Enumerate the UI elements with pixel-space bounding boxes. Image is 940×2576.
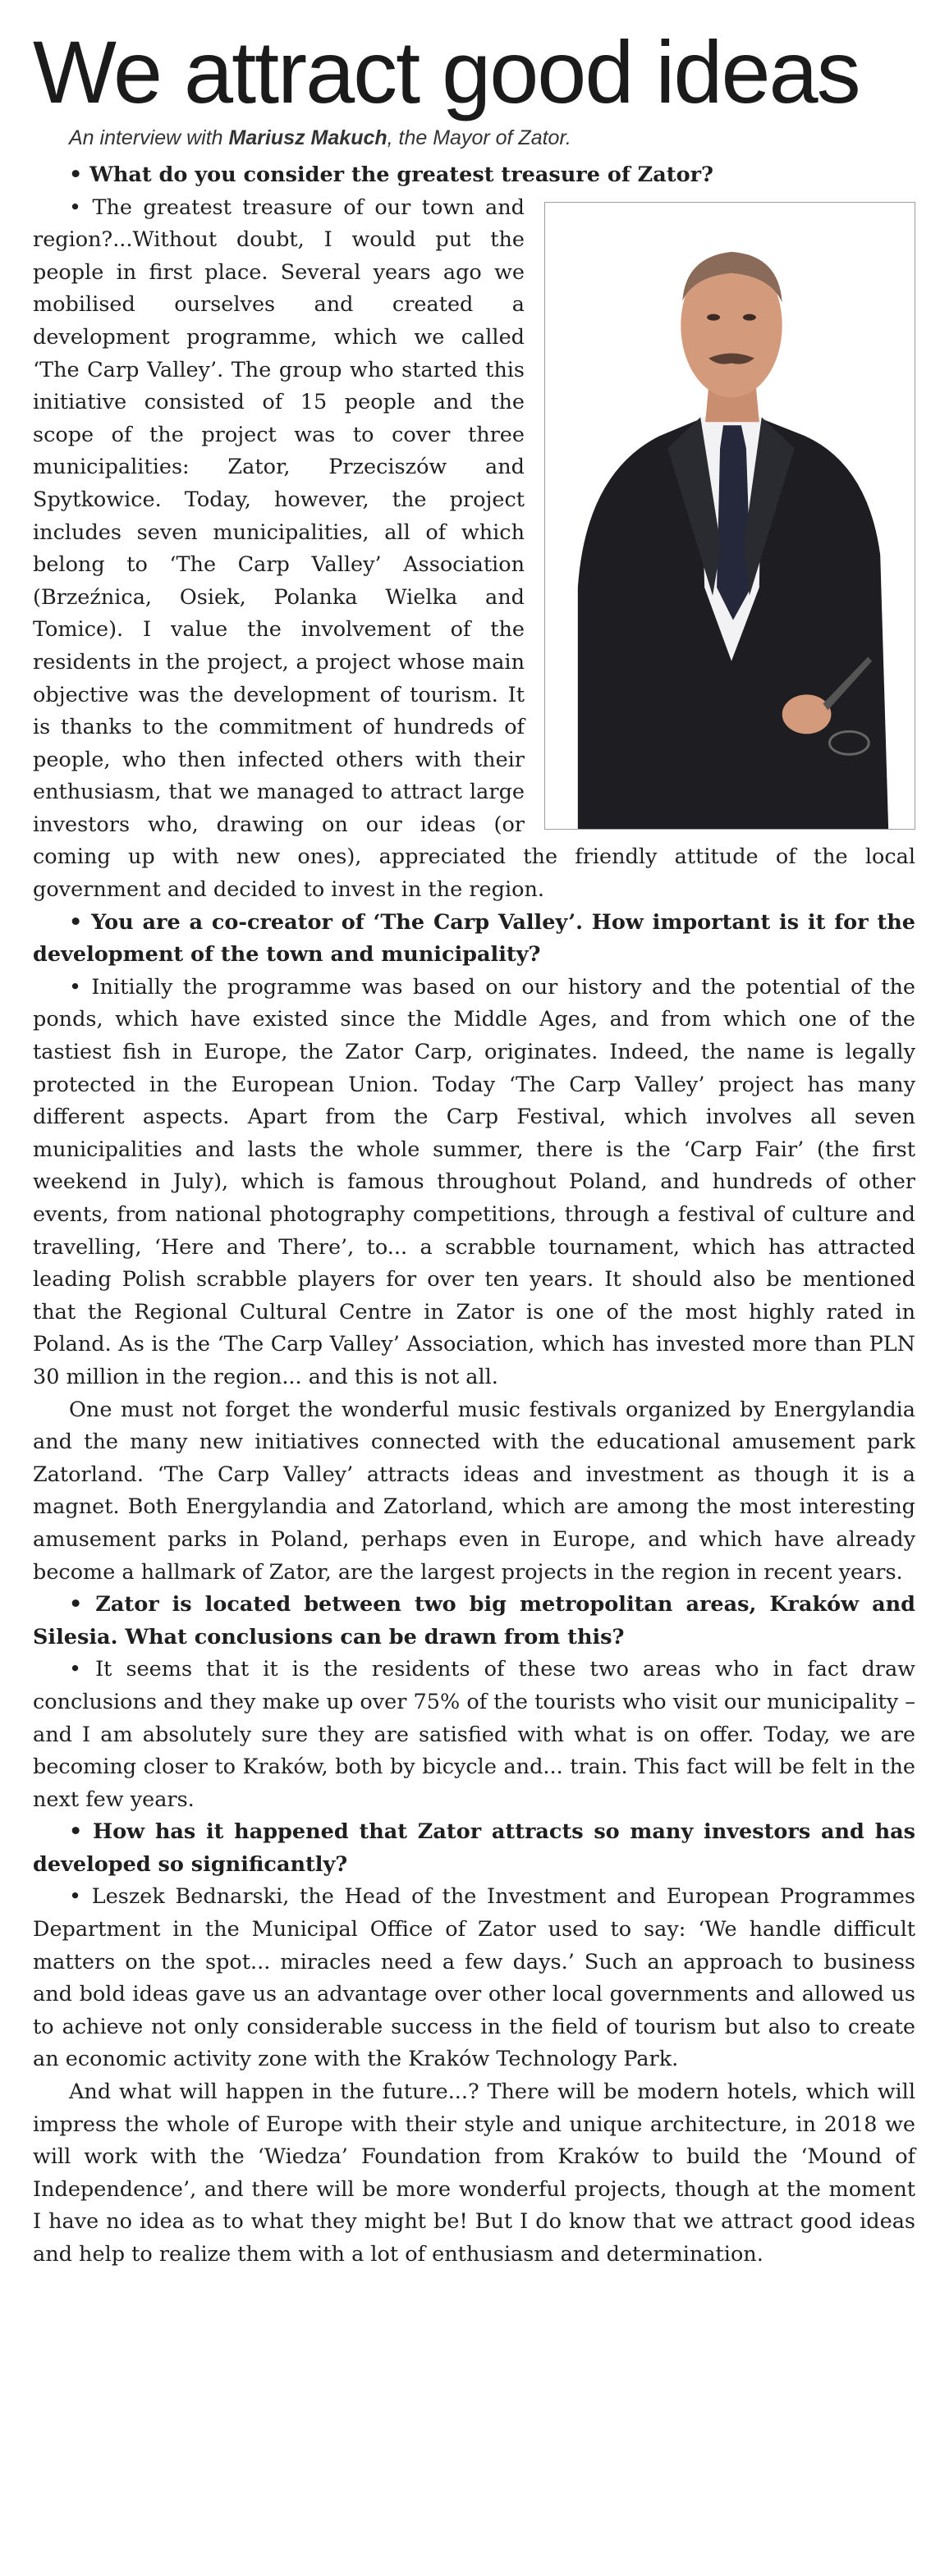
answer-1 [33,192,915,907]
interviewee-name: Mariusz Makuch [228,126,387,149]
mayor-portrait-photo [544,202,915,830]
article-subtitle [69,125,571,151]
answer-4-continued: And what will happen in the future...? There will be modern hotels, which will impress the whole of Europe with their style and unique architecture, in 2018 we will work with the ‘Wiedza’ Foundation from Kraków to build the ‘Mound of Independence’, and there will be more wonderful projects, though at the moment I have no idea as to what they might be! But I do know that we attract good ideas and help to realize them with a lot of enthusiasm and determination. [33,2080,915,2267]
subtitle-suffix: , the Mayor of Zator. [387,126,571,149]
question-3: • Zator is located between two big metropolitan areas, Kraków and Silesia. What conclusions can be drawn from this? [33,1592,915,1649]
answer-3: • It seems that it is the residents of these two areas who in fact draw conclusions and they make up over 75% of the tourists who visit our municipality – and I am absolutely sure they are satisfied with what is on offer. Today, we are becoming closer to Kraków, both by bicycle and... train. This fact will be felt in the next few years. [33,1657,915,1812]
answer-2: • Initially the programme was based on our history and the potential of the ponds, which have existed since the Middle Ages, and from which one of the tastiest fish in Europe, the Zator Carp, originates. Indeed, the name is legally protected in the European Union. Today ‘The Carp Valley’ project has many different aspects. Apart from the Carp Festival, which involves all seven municipalities and lasts the whole summer, there is the ‘Carp Fair’ (the first weekend in July), which is famous throughout Poland, and hundreds of other events, from national photography competitions, through a festival of culture and travelling, ‘Here and There’, to... a scrabble tournament, which has attracted leading Polish scrabble players for over ten years. It should also be mentioned that the Regional Cultural Centre in Zator is one of the most highly rated in Poland. As is the ‘The Carp Valley’ Association, which has invested more than PLN 30 million in the region... and this is not all. [33,974,915,1389]
answer-1-text: • The greatest treasure of our town and region?...Without doubt, I would put the people in first place. Several years ago we mobilised ourselves and created a development programme, which we called ‘The Carp Valley’. The group who started this initiative consisted of 15 people and the scope of the project was to cover three municipalities: Zator, Przeciszów and Spytkowice. Today, however, the project includes seven municipalities, all of which belong to ‘The Carp Valley’ Association (Brzeźnica, Osiek, Polanka Wielka and Tomice). I value the involvement of the residents in the project, a project whose main objective was the development of tourism. It is thanks to the commitment of hundreds of people, who then infected others with their enthusiasm, that we managed to attract large investors who, drawing on our ideas (or coming up with new ones), appreciated the friendly attitude of the local government and decided to invest in the region. [33,194,915,903]
answer-4: • Leszek Bednarski, the Head of the Investment and European Programmes Department in the Municipal Office of Zator used to say: ‘We handle difficult matters on the spot... miracles need a few days.’ Such an approach to business and bold ideas gave us an advantage over other local governments and allowed us to achieve not only considerable success in the field of tourism but also to create an economic activity zone with the Kraków Technology Park. [33,1884,915,2072]
portrait-illustration [545,203,915,829]
answer-2-continued: One must not forget the wonderful music festivals organized by Energylandia and the many new initiatives connected with the educational amusement park Zatorland. ‘The Carp Valley’ attracts ideas and investment as though it is a magnet. Both Energylandia and Zatorland, which are among the most interesting amusement parks in Poland, perhaps even in Europe, and which have already become a hallmark of Zator, are the largest projects in the region in recent years. [33,1397,915,1585]
article-title: We attract good ideas [33,22,860,121]
article-body [33,159,915,2272]
question-4: • How has it happened that Zator attracts so many investors and has developed so significantly? [33,1819,915,1877]
question-1: • What do you consider the greatest treasure of Zator? [69,162,713,187]
question-2: • You are a co-creator of ‘The Carp Valley’. How important is it for the development of the town and municipality? [33,909,915,968]
subtitle-prefix: An interview with [69,126,229,149]
